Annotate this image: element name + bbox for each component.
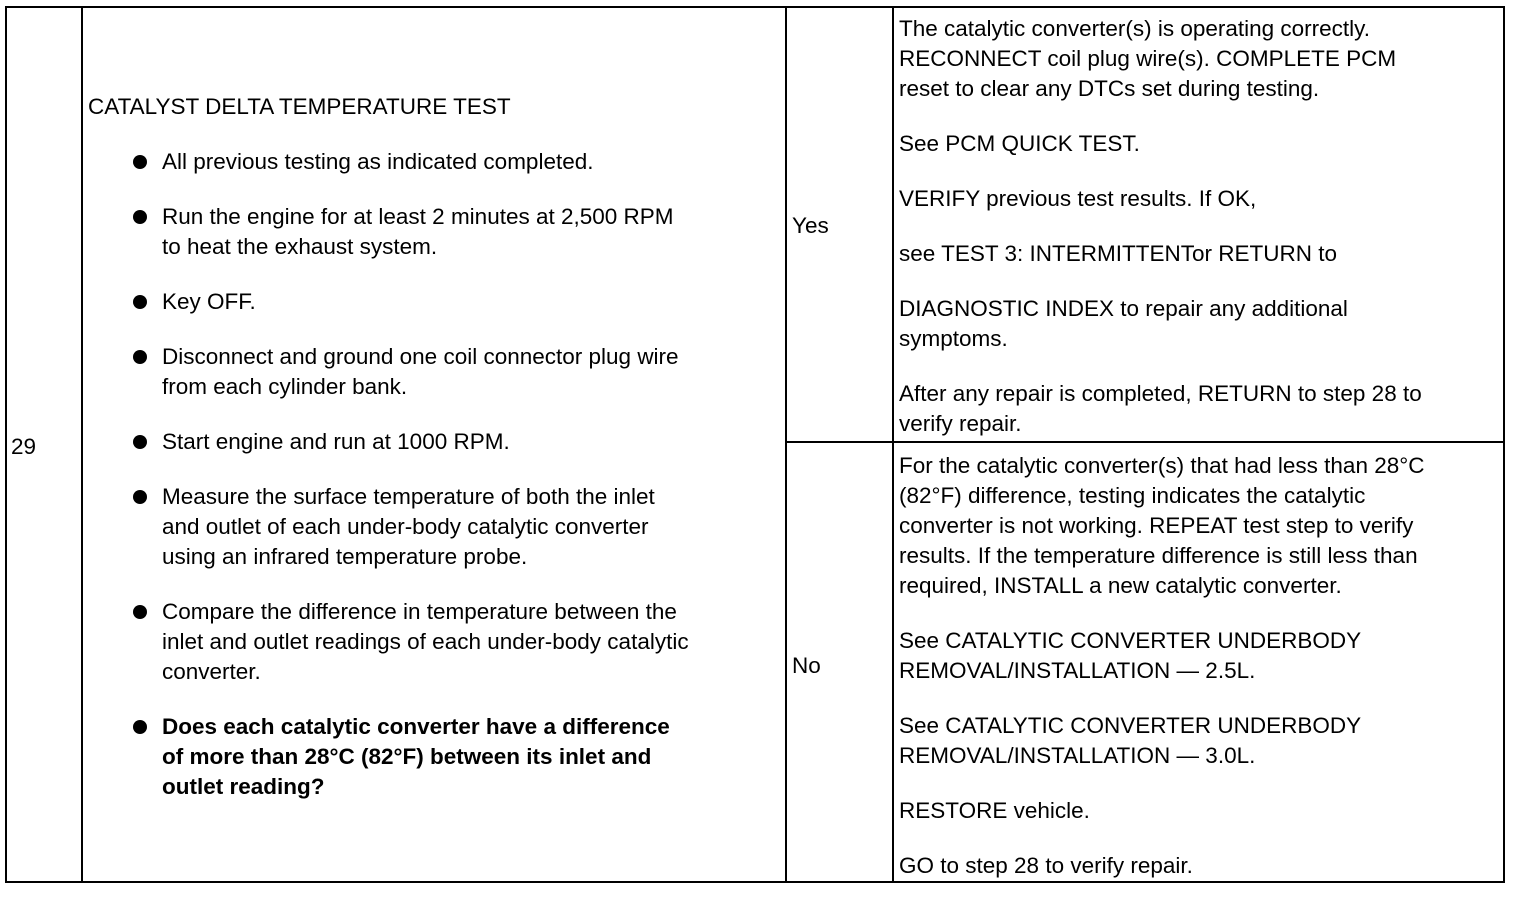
result-paragraph — [899, 626, 1499, 686]
result-paragraph — [899, 184, 1499, 214]
result-paragraph — [899, 14, 1499, 104]
result-text-line: GO to step 28 to verify repair. — [899, 853, 1193, 878]
result-text-line: reset to clear any DTCs set during testing. — [899, 76, 1320, 101]
action-bullet — [88, 712, 778, 802]
action-bullet — [88, 427, 778, 457]
bullet-dot-icon — [133, 350, 147, 364]
result-text-line: REMOVAL/INSTALLATION — 2.5L. — [899, 658, 1256, 683]
test-title: CATALYST DELTA TEMPERATURE TEST — [88, 94, 511, 119]
bullet-text-line: outlet reading? — [162, 774, 325, 799]
result-cell-no — [899, 451, 1499, 906]
bullet-dot-icon — [133, 210, 147, 224]
bullet-text-line: Start engine and run at 1000 RPM. — [162, 429, 510, 454]
bullet-text-line: Run the engine for at least 2 minutes at 2,500 RPM — [162, 204, 674, 229]
result-paragraph — [899, 379, 1499, 439]
bullet-text-line: converter. — [162, 659, 261, 684]
action-bullet-list — [88, 147, 778, 802]
bullet-text-line: and outlet of each under-body catalytic converter — [162, 514, 649, 539]
result-text-line: See PCM QUICK TEST. — [899, 131, 1140, 156]
action-bullet — [88, 147, 778, 177]
bullet-dot-icon — [133, 720, 147, 734]
result-text-line: symptoms. — [899, 326, 1008, 351]
bullet-text-line: Does each catalytic converter have a difference — [162, 714, 670, 739]
step-number: 29 — [11, 434, 37, 459]
result-answer-no: No — [792, 653, 821, 678]
result-text-line: REMOVAL/INSTALLATION — 3.0L. — [899, 743, 1256, 768]
result-text-line: After any repair is completed, RETURN to step 28 to — [899, 381, 1422, 406]
result-text-line: verify repair. — [899, 411, 1022, 436]
column-divider-action — [785, 8, 787, 881]
bullet-dot-icon — [133, 435, 147, 449]
bullet-text-line: to heat the exhaust system. — [162, 234, 438, 259]
result-text-line: converter is not working. REPEAT test step to verify — [899, 513, 1414, 538]
bullet-text-line: inlet and outlet readings of each under-body catalytic — [162, 629, 689, 654]
result-text-line: See CATALYTIC CONVERTER UNDERBODY — [899, 628, 1362, 653]
action-bullet — [88, 482, 778, 572]
result-text-line: (82°F) difference, testing indicates the catalytic — [899, 483, 1366, 508]
bullet-text-line: All previous testing as indicated completed. — [162, 149, 594, 174]
result-paragraph — [899, 796, 1499, 826]
bullet-text-line: Measure the surface temperature of both the inlet — [162, 484, 655, 509]
bullet-text-line: Compare the difference in temperature between the — [162, 599, 677, 624]
result-text-line: required, INSTALL a new catalytic converter. — [899, 573, 1342, 598]
result-paragraph — [899, 294, 1499, 354]
result-text-line: see TEST 3: INTERMITTENTor RETURN to — [899, 241, 1337, 266]
action-cell — [88, 92, 778, 827]
bullet-dot-icon — [133, 295, 147, 309]
result-text-line: DIAGNOSTIC INDEX to repair any additional — [899, 296, 1348, 321]
result-cell-yes — [899, 14, 1499, 464]
result-text-line: For the catalytic converter(s) that had less than 28°C — [899, 453, 1425, 478]
result-paragraph — [899, 451, 1499, 601]
bullet-dot-icon — [133, 490, 147, 504]
bullet-text-line: from each cylinder bank. — [162, 374, 408, 399]
bullet-dot-icon — [133, 605, 147, 619]
action-bullet — [88, 342, 778, 402]
column-divider-result — [892, 8, 894, 881]
result-text-line: The catalytic converter(s) is operating correctly. — [899, 16, 1370, 41]
bullet-dot-icon — [133, 155, 147, 169]
result-answer-yes: Yes — [792, 213, 829, 238]
bullet-text-line: Disconnect and ground one coil connector plug wire — [162, 344, 679, 369]
column-divider-step — [81, 8, 83, 881]
bullet-text-line: Key OFF. — [162, 289, 256, 314]
diagnostic-table — [5, 6, 1505, 883]
result-paragraph — [899, 129, 1499, 159]
result-text-line: See CATALYTIC CONVERTER UNDERBODY — [899, 713, 1362, 738]
action-bullet — [88, 597, 778, 687]
result-paragraph — [899, 239, 1499, 269]
bullet-text-line: using an infrared temperature probe. — [162, 544, 528, 569]
action-bullet — [88, 287, 778, 317]
action-bullet — [88, 202, 778, 262]
result-text-line: results. If the temperature difference is still less than — [899, 543, 1418, 568]
result-paragraph — [899, 711, 1499, 771]
bullet-text-line: of more than 28°C (82°F) between its inlet and — [162, 744, 652, 769]
result-paragraph — [899, 851, 1499, 881]
result-text-line: VERIFY previous test results. If OK, — [899, 186, 1257, 211]
result-text-line: RESTORE vehicle. — [899, 798, 1090, 823]
result-text-line: RECONNECT coil plug wire(s). COMPLETE PCM — [899, 46, 1397, 71]
